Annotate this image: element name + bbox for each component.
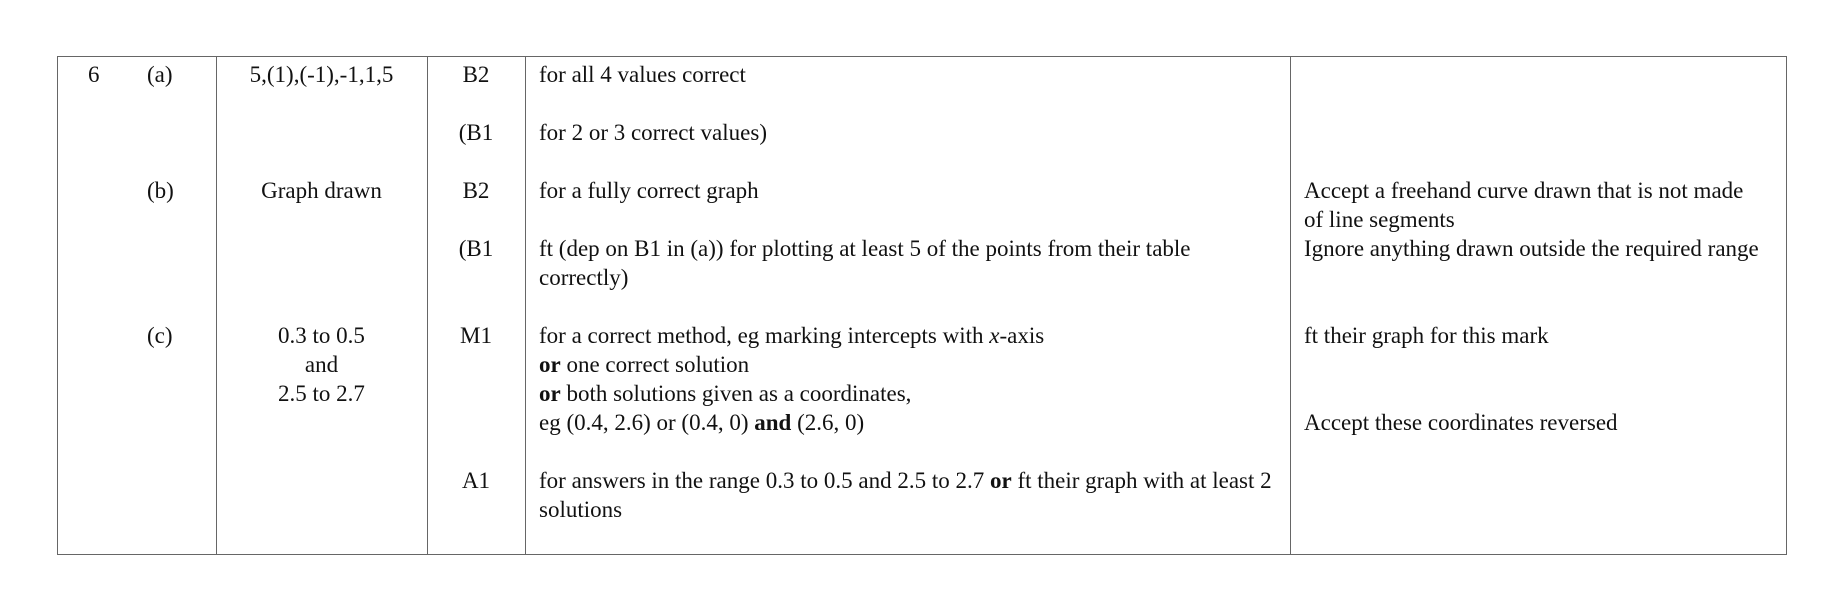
or-keyword: or — [539, 352, 561, 377]
guidance-c-a1-range: for answers in the range 0.3 to 0.5 and 2.5 to 2.7 — [539, 468, 990, 493]
question-number: 6 — [88, 62, 100, 87]
column-divider-guidance — [525, 57, 526, 554]
guidance-c-m1-line2 — [539, 350, 749, 379]
answer-a: 5,(1),(-1),-1,1,5 — [249, 62, 394, 87]
mark-c-m1: M1 — [460, 323, 492, 348]
guidance-c-m1-example-end: (2.6, 0) — [797, 410, 865, 435]
guidance-c-a1 — [539, 466, 1284, 524]
column-divider-notes — [1290, 57, 1291, 554]
guidance-c-m1-line4 — [539, 408, 864, 437]
guidance-c-m1-axis: -axis — [999, 323, 1045, 348]
guidance-c-a1-ft: ft their graph with at least 2 solutions — [539, 468, 1272, 522]
mark-a-b1: (B1 — [458, 120, 494, 145]
guidance-c-m1-example: eg (0.4, 2.6) or (0.4, 0) — [539, 410, 749, 435]
guidance-a-b1: for 2 or 3 correct values) — [539, 120, 767, 145]
column-divider-answer — [216, 57, 217, 554]
mark-c-a1: A1 — [461, 468, 491, 493]
part-label-c: (c) — [147, 323, 173, 348]
note-b-freehand: Accept a freehand curve drawn that is not made of line segments — [1304, 178, 1744, 232]
guidance-c-m1-line1 — [539, 321, 1044, 350]
guidance-a-b2: for all 4 values correct — [539, 62, 746, 87]
guidance-c-m1-text: for a correct method, eg marking intercepts with — [539, 323, 990, 348]
answer-c-and: and — [304, 352, 339, 377]
answer-c-range-1: 0.3 to 0.5 — [278, 323, 365, 348]
guidance-b-b2: for a fully correct graph — [539, 178, 759, 203]
note-c-reversed: Accept these coordinates reversed — [1304, 410, 1618, 435]
or-keyword: or — [539, 381, 561, 406]
note-c-ft: ft their graph for this mark — [1304, 323, 1549, 348]
part-label-a: (a) — [147, 62, 173, 87]
answer-c-range-2: 2.5 to 2.7 — [278, 381, 365, 406]
and-keyword: and — [754, 410, 792, 435]
guidance-c-m1-one-solution: one correct solution — [560, 352, 750, 377]
part-label-b: (b) — [147, 178, 174, 203]
mark-a-b2: B2 — [462, 62, 490, 87]
or-keyword: or — [989, 468, 1012, 493]
mark-b-b1: (B1 — [458, 236, 494, 261]
mark-scheme-table — [57, 56, 1787, 555]
guidance-c-m1-line3 — [539, 379, 911, 408]
answer-b: Graph drawn — [261, 178, 382, 203]
x-axis-variable: x — [989, 323, 1000, 348]
mark-b-b2: B2 — [462, 178, 490, 203]
guidance-c-m1-coordinates: both solutions given as a coordinates, — [560, 381, 912, 406]
note-b-ignore: Ignore anything drawn outside the required range — [1304, 236, 1759, 261]
guidance-b-b1: ft (dep on B1 in (a)) for plotting at least 5 of the points from their table correctly) — [539, 236, 1191, 290]
